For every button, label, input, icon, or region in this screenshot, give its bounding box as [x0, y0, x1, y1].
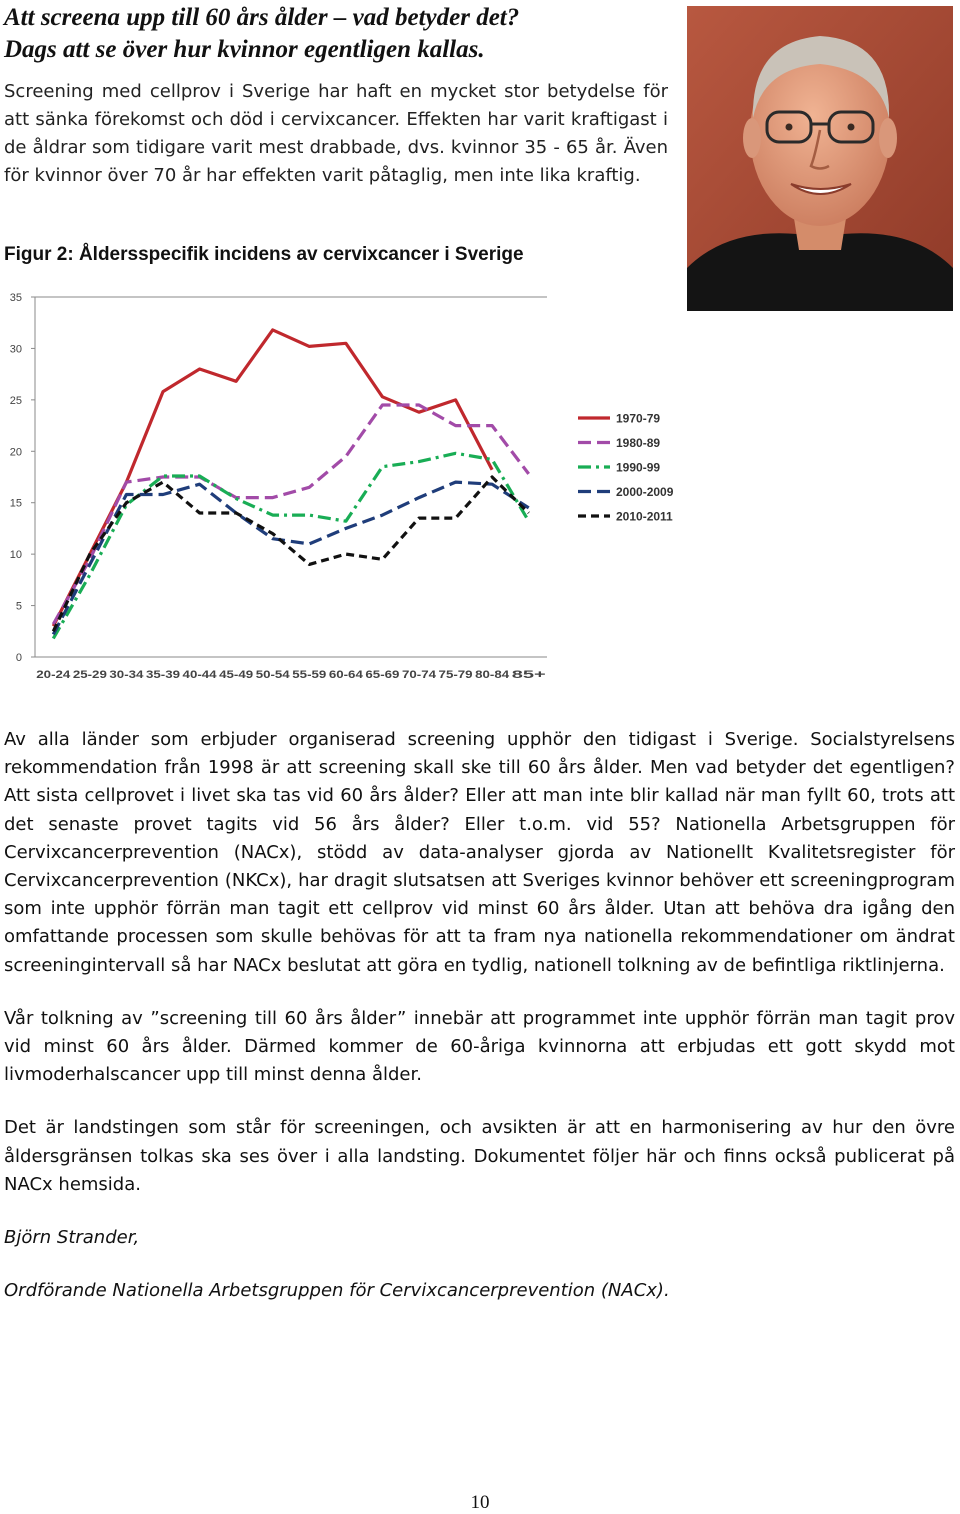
incidence-line-chart — [0, 285, 700, 695]
series-line-1970-79 — [53, 330, 492, 626]
y-tick-label: 5 — [15, 600, 22, 613]
body-paragraph-3: Det är landstingen som står för screeningen, och avsikten är att en harmonisering av hur den övre åldersgränsen tolkas ska ses över i alla landsting. Dokumentet följer här och finns också publicerat på NACx hemsida. — [4, 1117, 955, 1195]
signature-name: Björn Strander, — [4, 1227, 140, 1249]
title-line-1: Att screena upp till 60 års ålder – vad betyder det? — [4, 4, 520, 31]
x-tick-label: 20-24 — [36, 669, 72, 681]
x-tick-label: 75-79 — [438, 669, 473, 681]
intro-paragraph: Screening med cellprov i Sverige har haft en mycket stor betydelse för att sänka förekomst och död i cervixcancer. Effekten har varit kraftigast i de åldrar som tidigare varit mest drabbade, dvs. kvinnor 35 - 65 år. Även för kvinnor över 70 år har effekten varit påtaglig, men inte lika kraftig. — [4, 81, 668, 186]
figure-caption: Figur 2: Åldersspecifik incidens av cervixcancer i Sverige — [4, 244, 524, 265]
author-portrait-photo — [687, 6, 953, 311]
y-tick-label: 30 — [9, 343, 22, 356]
y-tick-label: 0 — [15, 652, 22, 664]
x-tick-label: 30-34 — [109, 669, 145, 681]
x-tick-label: 50-54 — [255, 669, 291, 681]
x-tick-label: 45-49 — [219, 669, 254, 681]
y-tick-label: 20 — [9, 446, 22, 459]
document-title — [4, 2, 674, 66]
page-number: 10 — [470, 1492, 490, 1513]
x-tick-label: 25-29 — [72, 669, 107, 681]
x-tick-label: 55-59 — [292, 669, 327, 681]
y-tick-label: 25 — [9, 394, 22, 407]
x-tick-label: 70-74 — [402, 669, 438, 681]
body-text — [4, 726, 955, 1305]
legend-label-1980-89: 1980-89 — [616, 436, 661, 450]
x-tick-label: 40-44 — [182, 669, 218, 681]
signature-title: Ordförande Nationella Arbetsgruppen för Cervixcancerprevention (NACx). — [4, 1280, 670, 1302]
title-line-2: Dags att se över hur kvinnor egentligen kallas. — [4, 36, 485, 63]
x-tick-label: 60-64 — [328, 669, 364, 681]
body-paragraph-2: Vår tolkning av ”screening till 60 års ålder” innebär att programmet inte upphör förrän man tagit prov vid minst 60 års ålder. Därmed kommer de 60-åriga kvinnorna att erbjudas ett gott skydd mot livmoderhalscancer upp till minst denna ålder. — [4, 1007, 955, 1086]
legend-label-1970-79: 1970-79 — [616, 411, 661, 426]
x-tick-label: 85+ — [511, 669, 546, 681]
body-paragraph-1: Av alla länder som erbjuder organiserad screening upphör den tidigast i Sverige. Socialstyrelsens rekommendation från 1998 är att screening skall ske till 60 års ålder. Men vad betyder det egentligen? Att sista cellprovet i livet ska tas vid 60 års ålder? Eller att man inte blir kallad när man fyllt 60, trots att det senaste provet tagits vid 56 års ålder? Eller t.o.m. vid 55? Nationella Arbetsgruppen för Cervixcancerprevention (NACx), stödd av data-analyser gjorda av Nationellt Kvalitetsregister för Cervixcancerprevention (NKCx), har dragit slutsatsen att Sveriges kvinnor behöver ett screeningprogram som inte upphör förrän man tagit ett cellprov vid minst 60 års ålder. Utan att behöva dra igång den omfattande processen som skulle behövas för att ta fram nya nationella rekommendationer om ändrat screeningintervall så har NACx beslutat att göra en tydlig, nationell tolkning av de befintliga riktlinjerna. — [4, 729, 955, 976]
x-tick-label: 35-39 — [146, 669, 180, 681]
y-tick-label: 35 — [9, 292, 22, 304]
x-tick-label: 65-69 — [365, 669, 400, 681]
legend-label-1990-99: 1990-99 — [616, 460, 661, 475]
x-tick-label: 80-84 — [475, 669, 511, 681]
legend-label-2010-2011: 2010-2011 — [616, 509, 673, 524]
legend-label-2000-2009: 2000-2009 — [616, 485, 674, 499]
y-tick-label: 10 — [9, 549, 22, 562]
y-tick-label: 15 — [9, 497, 22, 510]
